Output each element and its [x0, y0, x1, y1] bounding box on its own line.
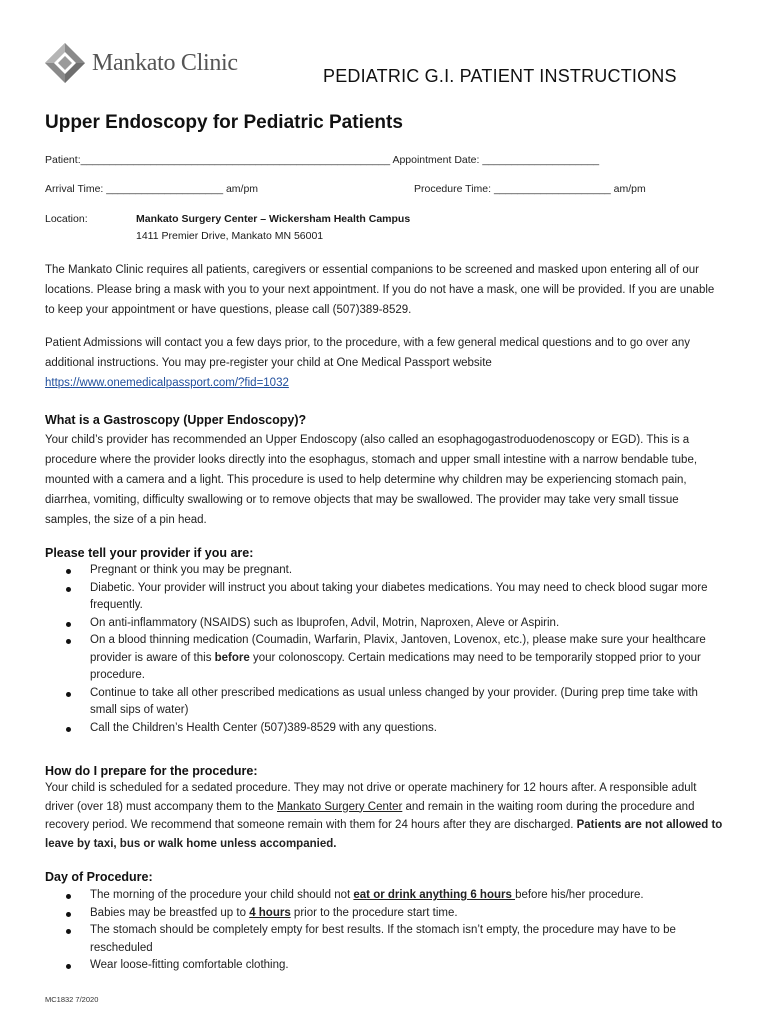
one-medical-passport-link[interactable]: https://www.onemedicalpassport.com/?fid=1032 — [45, 377, 289, 389]
list-item: Call the Children’s Health Center (507)389-8529 with any questions. — [62, 720, 727, 738]
prepare-heading: How do I prepare for the procedure: — [45, 764, 258, 778]
tell-provider-heading: Please tell your provider if you are: — [45, 546, 254, 560]
arrival-time-line: Arrival Time: ____________________ am/pm — [45, 183, 259, 195]
location-address: 1411 Premier Drive, Mankato MN 56001 — [136, 230, 324, 242]
list-item: The morning of the procedure your child should not eat or drink anything 6 hours before his/her procedure. — [62, 887, 727, 905]
day-of-procedure-list — [62, 887, 727, 975]
prepare-section: Your child is scheduled for a sedated procedure. They may not drive or operate machinery for 12 hours after. A responsible adult driver (over 18) must accompany them to the Mankato Surgery Center and remain in the waiting room during the procedure and recovery period. We recommend that someone remain with them for 24 hours after they are discharged. Patients are not allowed to leave by taxi, bus or walk home unless accompanied. — [45, 782, 723, 850]
tell-provider-list — [62, 562, 727, 737]
bullet-icon — [66, 964, 71, 969]
list-item: The stomach should be completely empty for best results. If the stomach isn’t empty, the procedure may have to be rescheduled — [62, 922, 727, 957]
bullet-icon — [66, 569, 71, 574]
day-of-procedure-heading: Day of Procedure: — [45, 870, 153, 884]
list-item: Diabetic. Your provider will instruct you about taking your diabetes medications. You may need to check blood sugar more frequently. — [62, 580, 727, 615]
list-item: Continue to take all other prescribed medications as usual unless changed by your provider. (During prep time take with small sips of water) — [62, 685, 727, 720]
list-item: On a blood thinning medication (Coumadin, Warfarin, Plavix, Jantoven, Lovenox, etc.), please make sure your healthcare provider is aware of this before your colonoscopy. Certain medications may need to be temporarily stopped prior to your procedure. — [62, 632, 727, 685]
bullet-icon — [66, 929, 71, 934]
logo-text: Mankato Clinic — [92, 49, 238, 76]
bullet-icon — [66, 894, 71, 899]
prepare-warning: Patients are not allowed to leave by taxi, bus or walk home unless accompanied. — [45, 819, 723, 850]
list-item: Wear loose-fitting comfortable clothing. — [62, 957, 727, 975]
surgery-center-text: Mankato Surgery Center — [277, 800, 403, 813]
logo-mark-icon — [44, 42, 86, 84]
what-is-section — [45, 430, 725, 530]
location-label: Location: — [45, 213, 88, 225]
what-is-body: Your child’s provider has recommended an Upper Endoscopy (also called an esophagogastroduodenoscopy or EGD). This is a procedure where the provider looks directly into the esophagus, stomach and upper small intestine with a narrow bendable tube, mounted with a camera and a light. This procedure is used to help determine why children may be experiencing stomach pain, diarrhea, vomiting, difficulty swallowing or to remove objects that may be swallowed. The provider may take very small tissue samples, the size of a pin head. — [45, 434, 698, 526]
bullet-icon — [66, 622, 71, 627]
location-name: Mankato Surgery Center – Wickersham Health Campus — [136, 213, 411, 225]
bullet-icon — [66, 639, 71, 644]
bullet-icon — [66, 912, 71, 917]
clinic-logo — [44, 42, 238, 84]
intro-paragraph-2 — [45, 333, 725, 393]
bullet-icon — [66, 587, 71, 592]
list-item: Babies may be breastfed up to 4 hours prior to the procedure start time. — [62, 905, 727, 923]
document-header: PEDIATRIC G.I. PATIENT INSTRUCTIONS — [323, 66, 677, 86]
intro-text-1: The Mankato Clinic requires all patients, caregivers or essential companions to be screened and masked upon entering all of our locations. Please bring a mask with you to your next appointment. If you do not have a mask, one will be provided. If you are unable to keep your appointment or have questions, please call (507)389-8529. — [45, 264, 715, 316]
page-title: Upper Endoscopy for Pediatric Patients — [45, 112, 403, 133]
bullet-icon — [66, 727, 71, 732]
intro-paragraph-1 — [45, 260, 725, 320]
bullet-icon — [66, 692, 71, 697]
list-item: Pregnant or think you may be pregnant. — [62, 562, 727, 580]
form-code: MC1832 7/2020 — [45, 995, 99, 1004]
what-is-heading: What is a Gastroscopy (Upper Endoscopy)? — [45, 413, 307, 427]
list-item: On anti-inflammatory (NSAIDS) such as Ibuprofen, Advil, Motrin, Naproxen, Aleve or Aspirin. — [62, 615, 727, 633]
procedure-time-line: Procedure Time: ____________________ am/pm — [414, 183, 646, 195]
patient-appointment-line: Patient:_____________________________________________________ Appointment Date: ____________________ — [45, 154, 600, 166]
intro-text-2: Patient Admissions will contact you a few days prior, to the procedure, with a few general medical questions and to go over any additional instructions. You may pre-register your child at One Medical Passport website — [45, 337, 690, 369]
